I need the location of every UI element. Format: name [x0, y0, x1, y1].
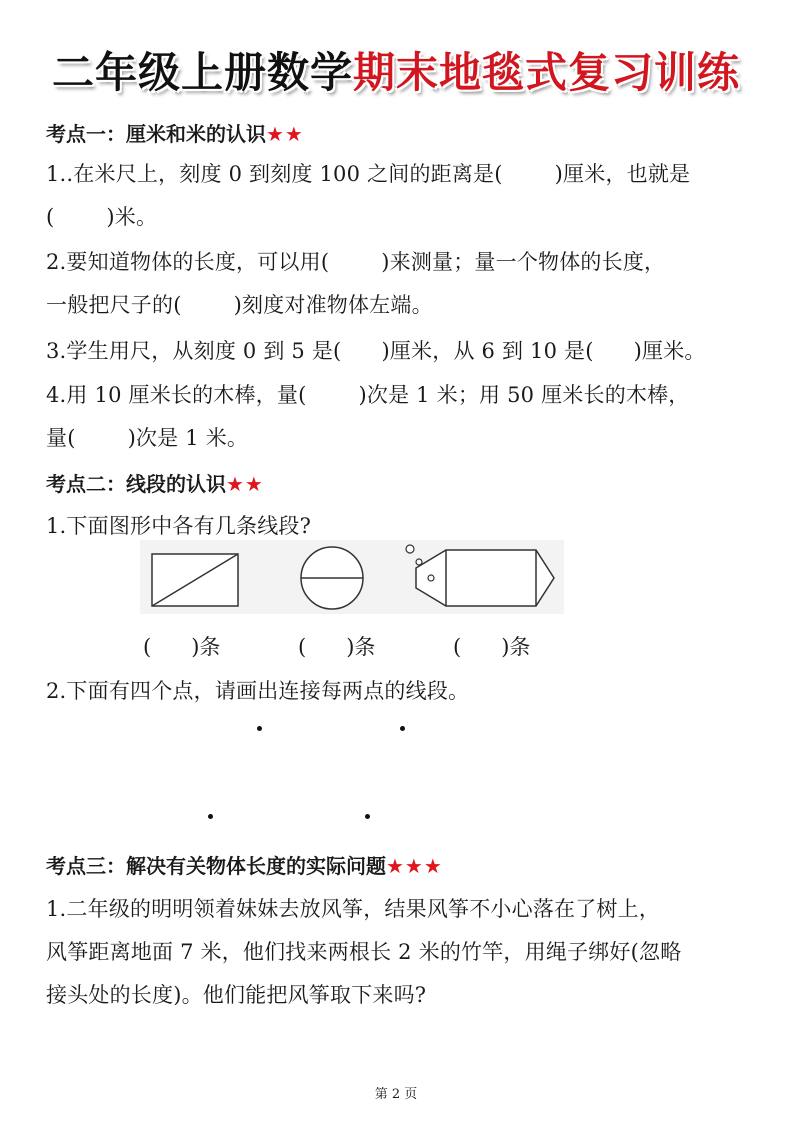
question-3-1-line-2 [46, 936, 681, 966]
question-text: )刻度对准物体左端。 [233, 293, 433, 317]
rectangle-with-diagonal [152, 554, 238, 606]
section-heading-1-text: 考点一：厘米和米的认识 [46, 122, 266, 146]
section-heading-1 [46, 118, 304, 147]
answer-shape-3 [453, 631, 530, 661]
difficulty-stars: ★★★ [386, 854, 443, 878]
question-text: 1.下面图形中各有几条线段? [46, 514, 312, 538]
question-text: )厘米，也就是 [554, 162, 691, 186]
question-text: 1.二年级的明明领着妹妹去放风筝，结果风筝不小心落在了树上， [46, 897, 661, 921]
question-text: 1..在米尺上，刻度 0 到刻度 100 之间的距离是( [46, 162, 503, 186]
answer-text: )条 [501, 635, 531, 659]
section-heading-2 [46, 468, 264, 497]
question-3-1-line-3 [46, 979, 426, 1009]
question-text: )次是 1 米；用 50 厘米长的木棒， [358, 383, 690, 407]
answer-text: )条 [346, 635, 376, 659]
question-1-3 [46, 335, 706, 365]
section-heading-3 [46, 850, 443, 879]
question-1-2-line-1 [46, 246, 665, 276]
point-2 [400, 726, 405, 731]
answer-text: ( [453, 635, 462, 659]
circle-with-diameter [301, 547, 363, 609]
question-text: )厘米。 [633, 339, 706, 363]
page-number: 第 2 页 [374, 1087, 418, 1102]
answer-text: ( [298, 635, 307, 659]
point-1 [257, 726, 262, 731]
question-text: )来测量；量一个物体的长度， [381, 250, 666, 274]
page-title [0, 40, 792, 100]
answer-text: ( [143, 635, 152, 659]
question-text: )次是 1 米。 [127, 426, 249, 450]
question-text: 2.要知道物体的长度，可以用( [46, 250, 330, 274]
point-4 [365, 814, 370, 819]
question-text: )米。 [106, 205, 158, 229]
title-part-2: 期末地毯式复习训练 [353, 48, 741, 97]
question-1-2-line-2 [46, 289, 433, 319]
question-text: ( [46, 205, 55, 229]
question-text: 接头处的长度)。他们能把风筝取下来吗? [46, 983, 427, 1007]
difficulty-stars: ★★ [226, 472, 264, 496]
question-text: 量( [46, 426, 76, 450]
question-text: 2.下面有四个点，请画出连接每两点的线段。 [46, 679, 470, 703]
question-text: 一般把尺子的( [46, 293, 182, 317]
question-2-1 [46, 510, 311, 540]
question-3-1-line-1 [46, 893, 660, 923]
answer-shape-2 [298, 631, 375, 661]
question-text: )厘米，从 6 到 10 是( [381, 339, 594, 363]
question-1-1-line-2 [46, 201, 157, 231]
question-1-1-line-1 [46, 158, 690, 188]
section-heading-2-text: 考点二：线段的认识 [46, 472, 226, 496]
shapes-figure [140, 540, 564, 614]
question-text: 4.用 10 厘米长的木棒，量( [46, 383, 307, 407]
answer-shape-1 [143, 631, 220, 661]
question-text: 3.学生用尺，从刻度 0 到 5 是( [46, 339, 342, 363]
question-2-2 [46, 675, 469, 705]
title-part-1: 二年级上册数学 [51, 48, 353, 97]
question-1-4-line-2 [46, 422, 248, 452]
difficulty-stars: ★★ [266, 122, 304, 146]
section-heading-3-text: 考点三：解决有关物体长度的实际问题 [46, 854, 386, 878]
answer-text: )条 [191, 635, 221, 659]
point-3 [208, 814, 213, 819]
question-1-4-line-1 [46, 379, 690, 409]
question-text: 风筝距离地面 7 米，他们找来两根长 2 米的竹竿，用绳子绑好(忽略 [46, 940, 682, 964]
